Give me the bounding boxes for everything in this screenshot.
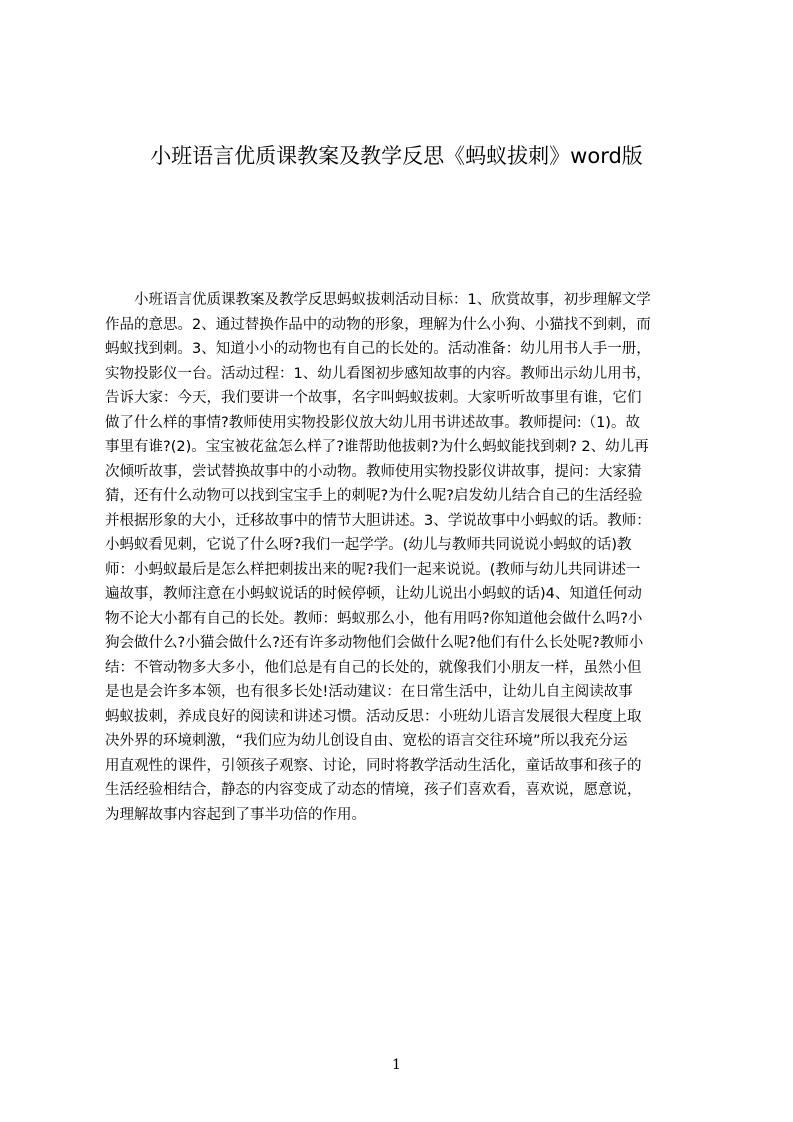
body-line: 蚂蚁找到刺。3、知道小小的动物也有自己的长处的。活动准备：幼儿用书人手一册，	[105, 341, 651, 357]
body-line: 事里有谁?(2)。宝宝被花盆怎么样了?谁帮助他拔刺?为什么蚂蚁能找到刺? 2、幼儿再	[105, 439, 649, 455]
body-line: 狗会做什么?小猫会做什么?还有许多动物他们会做什么呢?他们有什么长处呢?教师小	[105, 635, 644, 651]
document-title: 小班语言优质课教案及教学反思《蚂蚁拔刺》word版	[150, 144, 643, 168]
body-line: 蚂蚁拔刺，养成良好的阅读和讲述习惯。活动反思：小班幼儿语言发展很大程度上取	[105, 708, 642, 725]
body-line: 结：不管动物多大多小，他们总是有自己的长处的，就像我们小朋友一样，虽然小但	[105, 659, 642, 676]
body-line: 小蚂蚁看见刺，它说了什么呀?我们一起学学。(幼儿与教师共同说说小蚂蚁的话)教	[105, 537, 632, 553]
body-line: 作品的意思。2、通过替换作品中的动物的形象，理解为什么小狗、小猫找不到刺，而	[105, 316, 651, 333]
body-line: 次倾听故事，尝试替换故事中的小动物。教师使用实物投影仪讲故事，提问：大家猜	[105, 463, 642, 480]
body-line: 告诉大家：今天，我们要讲一个故事，名字叫蚂蚁拔刺。大家听听故事里有谁，它们	[105, 390, 642, 406]
body-line: 决外界的环境刺激，“我们应为幼儿创设自由、宽松的语言交往环境”所以我充分运	[105, 733, 628, 749]
body-line: 生活经验相结合，静态的内容变成了动态的情境，孩子们喜欢看，喜欢说，愿意说，	[105, 782, 642, 798]
body-text	[105, 288, 698, 827]
body-line: 实物投影仪一台。活动过程：1、幼儿看图初步感知故事的内容。教师出示幼儿用书，	[105, 365, 651, 382]
body-line: 小班语言优质课教案及教学反思蚂蚁拔刺活动目标：1、欣赏故事，初步理解文学	[105, 292, 651, 308]
body-line: 并根据形象的大小，迁移故事中的情节大胆讲述。3、学说故事中小蚂蚁的话。教师：	[105, 512, 651, 529]
body-line: 物不论大小都有自己的长处。教师：蚂蚁那么小，他有用吗?你知道他会做什么吗?小	[105, 610, 643, 627]
body-line: 是也是会许多本领，也有很多长处!活动建议：在日常生活中，让幼儿自主阅读故事	[105, 684, 633, 700]
body-line: 猜，还有什么动物可以找到宝宝手上的刺呢?为什么呢?启发幼儿结合自己的生活经验	[105, 488, 643, 504]
body-line: 做了什么样的事情?教师使用实物投影仪放大幼儿用书讲述故事。教师提问:（1)。故	[105, 414, 640, 431]
body-line: 师：小蚂蚁最后是怎么样把刺拔出来的呢?我们一起来说说。(教师与幼儿共同讲述一	[105, 561, 641, 578]
body-line: 遍故事，教师注意在小蚂蚁说话的时候停顿，让幼儿说出小蚂蚁的话)4、知道任何动	[105, 586, 642, 602]
body-line: 用直观性的课件，引领孩子观察、讨论，同时将教学活动生活化，童话故事和孩子的	[105, 757, 642, 774]
body-line: 为理解故事内容起到了事半功倍的作用。	[105, 806, 366, 823]
page-number: 1	[392, 1057, 401, 1073]
